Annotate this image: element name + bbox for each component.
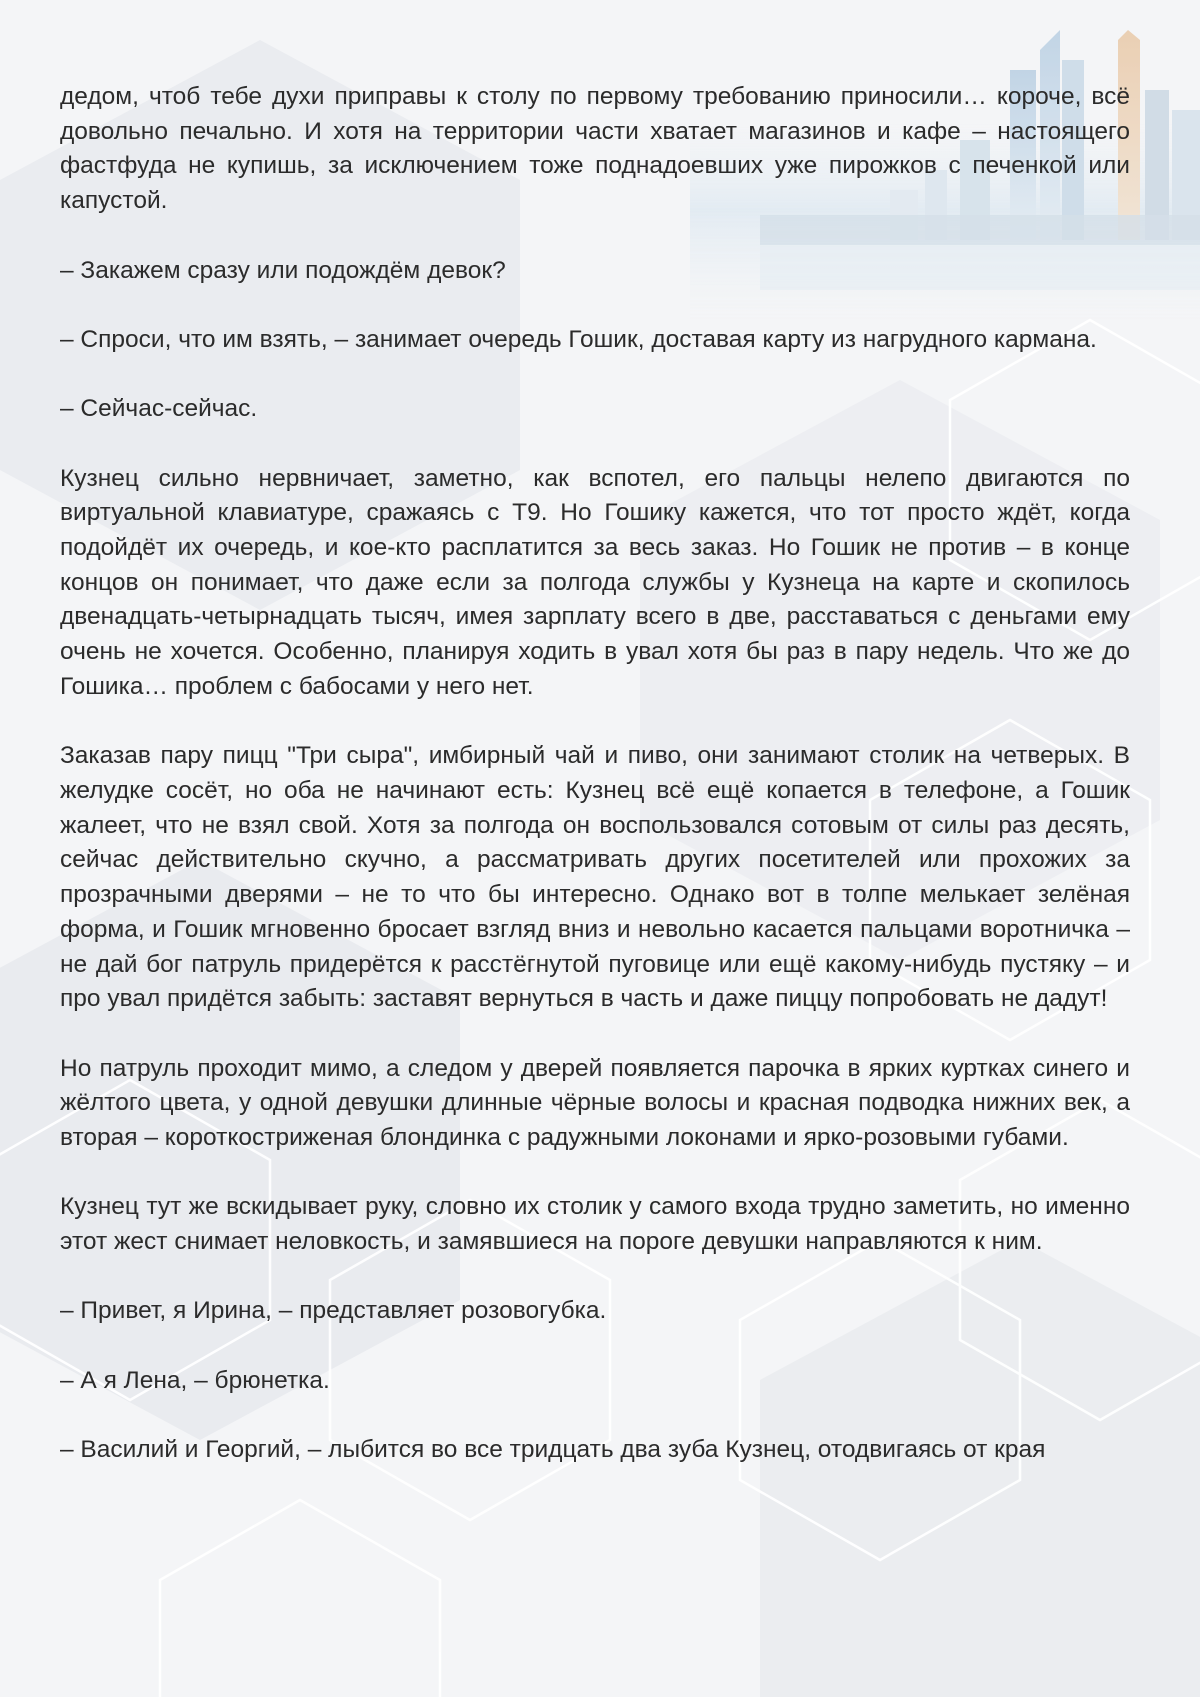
paragraph: дедом, чтоб тебе духи приправы к столу по первому требованию приносили… короче, всё довольно печально. И хотя на территории части хватает магазинов и кафе – настоящего фастфуда не купишь, за исключением тоже поднадоевших уже пирожков с печенкой или капустой. [60,83,1130,215]
dialogue-line: – Василий и Георгий, – лыбится во все тридцать два зуба Кузнец, отодвигаясь от края [60,1436,1046,1464]
paragraph: Кузнец сильно нервничает, заметно, как вспотел, его пальцы нелепо двигаются по виртуальной клавиатуре, сражаясь с Т9. Но Гошику кажется, что тот просто ждёт, когда подойдёт их очередь, и кое-кто расплатится за весь заказ. Но Гошик не против – в конце концов он понимает, что даже если за полгода службы у Кузнеца на карте и скопилось двенадцать-четырнадцать тысяч, имея зарплату всего в две, расставаться с деньгами ему очень не хочется. Особенно, планируя ходить в увал хотя бы раз в пару недель. Что же до Гошика… проблем с бабосами у него нет. [60,464,1130,700]
paragraph: Заказав пару пицц "Три сыра", имбирный чай и пиво, они занимают столик на четверых. В желудке сосёт, но оба не начинают есть: Кузнец всё ещё копается в телефоне, а Гошик жалеет, что не взял свой. Хотя за полгода он воспользовался сотовым от силы раз десять, сейчас действительно скучно, а рассматривать других посетителей или прохожих за прозрачными дверями – не то что бы интересно. Однако вот в толпе мелькает зелёная форма, и Гошик мгновенно бросает взгляд вниз и невольно касается пальцами воротничка – не дай бог патруль придерётся к расстёгнутой пуговице или ещё какому-нибудь пустяку – и про увал придётся забыть: заставят вернуться в часть и даже пиццу попробовать не дадут! [60,742,1130,1013]
dialogue-line: – Закажем сразу или подождём девок? [60,256,506,284]
dialogue-line: – Сейчас-сейчас. [60,395,258,423]
dialogue-line: – Спроси, что им взять, – занимает очередь Гошик, доставая карту из нагрудного кармана. [60,325,1097,353]
dialogue-line: – Привет, я Ирина, – представляет розовогубка. [60,1297,607,1325]
paragraph: Но патруль проходит мимо, а следом у дверей появляется парочка в ярких куртках синего и жёлтого цвета, у одной девушки длинные чёрные волосы и красная подводка нижних век, а вторая – короткостриженая блондинка с радужными локонами и ярко-розовыми губами. [60,1054,1130,1151]
paragraph: Кузнец тут же вскидывает руку, словно их столик у самого входа трудно заметить, но именно этот жест снимает неловкость, и замявшиеся на пороге девушки направляются к ним. [60,1193,1130,1256]
document-body [60,80,1130,1468]
dialogue-line: – А я Лена, – брюнетка. [60,1366,330,1394]
